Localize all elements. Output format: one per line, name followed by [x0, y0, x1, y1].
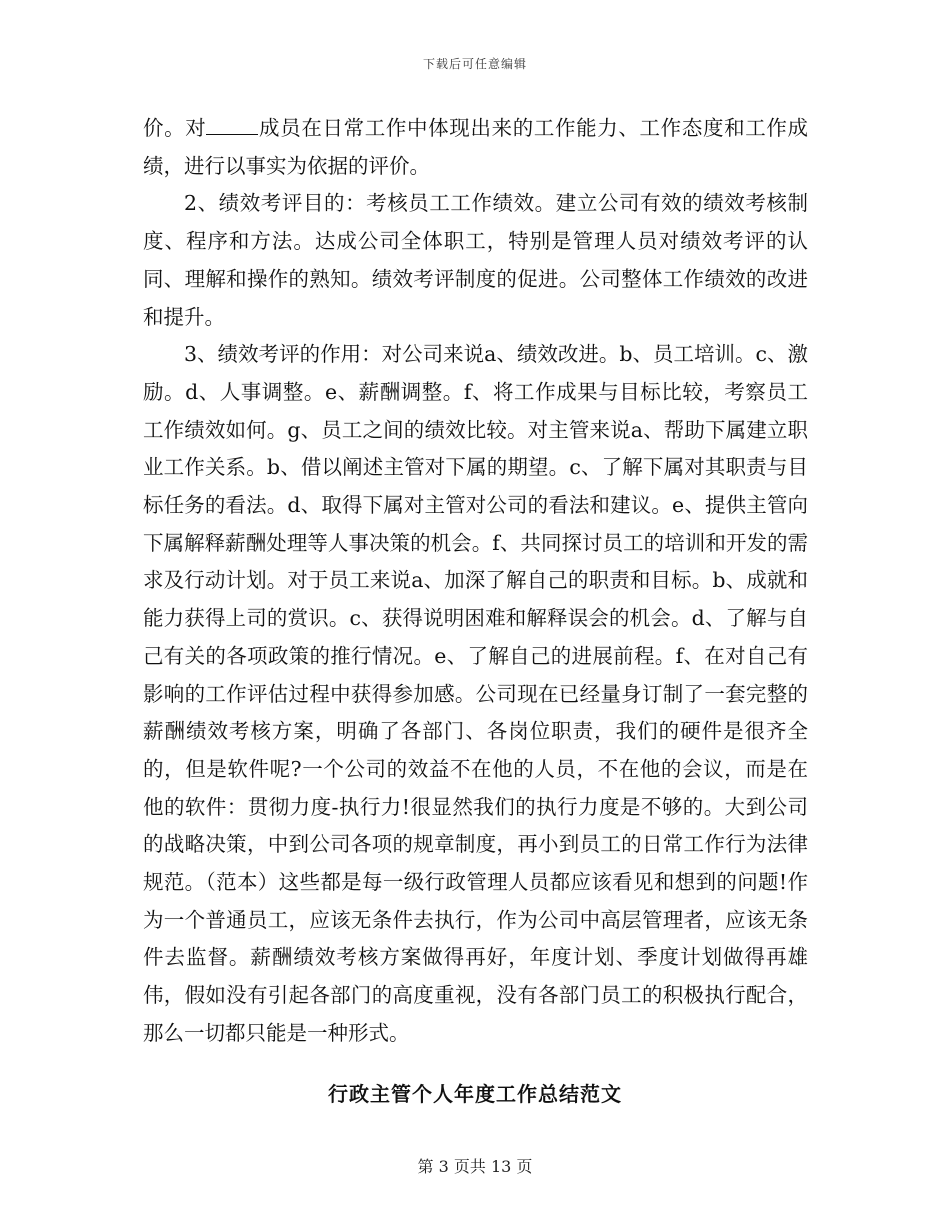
- fill-in-blank: [206, 114, 258, 135]
- paragraph-evaluation-definition: [143, 110, 808, 185]
- page-header: 下载后可任意编辑: [422, 57, 527, 71]
- paragraph-text-end: 成员在日常工作中体现出来的工作能力、工作态度和工作成绩，进行以事实为依据的评价。: [143, 116, 809, 178]
- page-footer: 第 3 页共 13 页: [417, 1157, 533, 1176]
- section-title: 行政主管个人年度工作总结范文: [328, 1082, 622, 1106]
- document-body: [143, 110, 808, 1053]
- paragraph-evaluation-role: 3、绩效考评的作用：对公司来说a、绩效改进。b、员工培训。c、激励。d、人事调整。e、薪酬调整。f、将工作成果与目标比较，考察员工工作绩效如何。g、员工之间的绩效比较。对主管来说a、帮助下属建立职业工作关系。b、借以阐述主管对下属的期望。c、了解下属对其职责与目标任务的看法。d、取得下属对主管对公司的看法和建议。e、提供主管向下属解释薪酬处理等人事决策的机会。f、共同探讨员工的培训和开发的需求及行动计划。对于员工来说a、加深了解自己的职责和目标。b、成就和能力获得上司的赏识。c、获得说明困难和解释误会的机会。d、了解与自己有关的各项政策的推行情况。e、了解自己的进展前程。f、在对自己有影响的工作评估过程中获得参加感。公司现在已经量身订制了一套完整的薪酬绩效考核方案，明确了各部门、各岗位职责，我们的硬件是很齐全的，但是软件呢?一个公司的效益不在他的人员，不在他的会议，而是在他的软件：贯彻力度-执行力!很显然我们的执行力度是不够的。大到公司的战略决策，中到公司各项的规章制度，再小到员工的日常工作行为法律规范。（范本）这些都是每一级行政管理人员都应该看见和想到的问题!作为一个普通员工，应该无条件去执行，作为公司中高层管理者，应该无条件去监督。薪酬绩效考核方案做得再好，年度计划、季度计划做得再雄伟，假如没有引起各部门的高度重视，没有各部门员工的积极执行配合，那么一切都只能是一种形式。: [143, 342, 808, 1045]
- paragraph-evaluation-purpose: 2、绩效考评目的：考核员工工作绩效。建立公司有效的绩效考核制度、程序和方法。达成公司全体职工，特别是管理人员对绩效考评的认同、理解和操作的熟知。绩效考评制度的促进。公司整体工作绩效的改进和提升。: [143, 191, 808, 329]
- paragraph-text-start: 价。对: [143, 116, 207, 140]
